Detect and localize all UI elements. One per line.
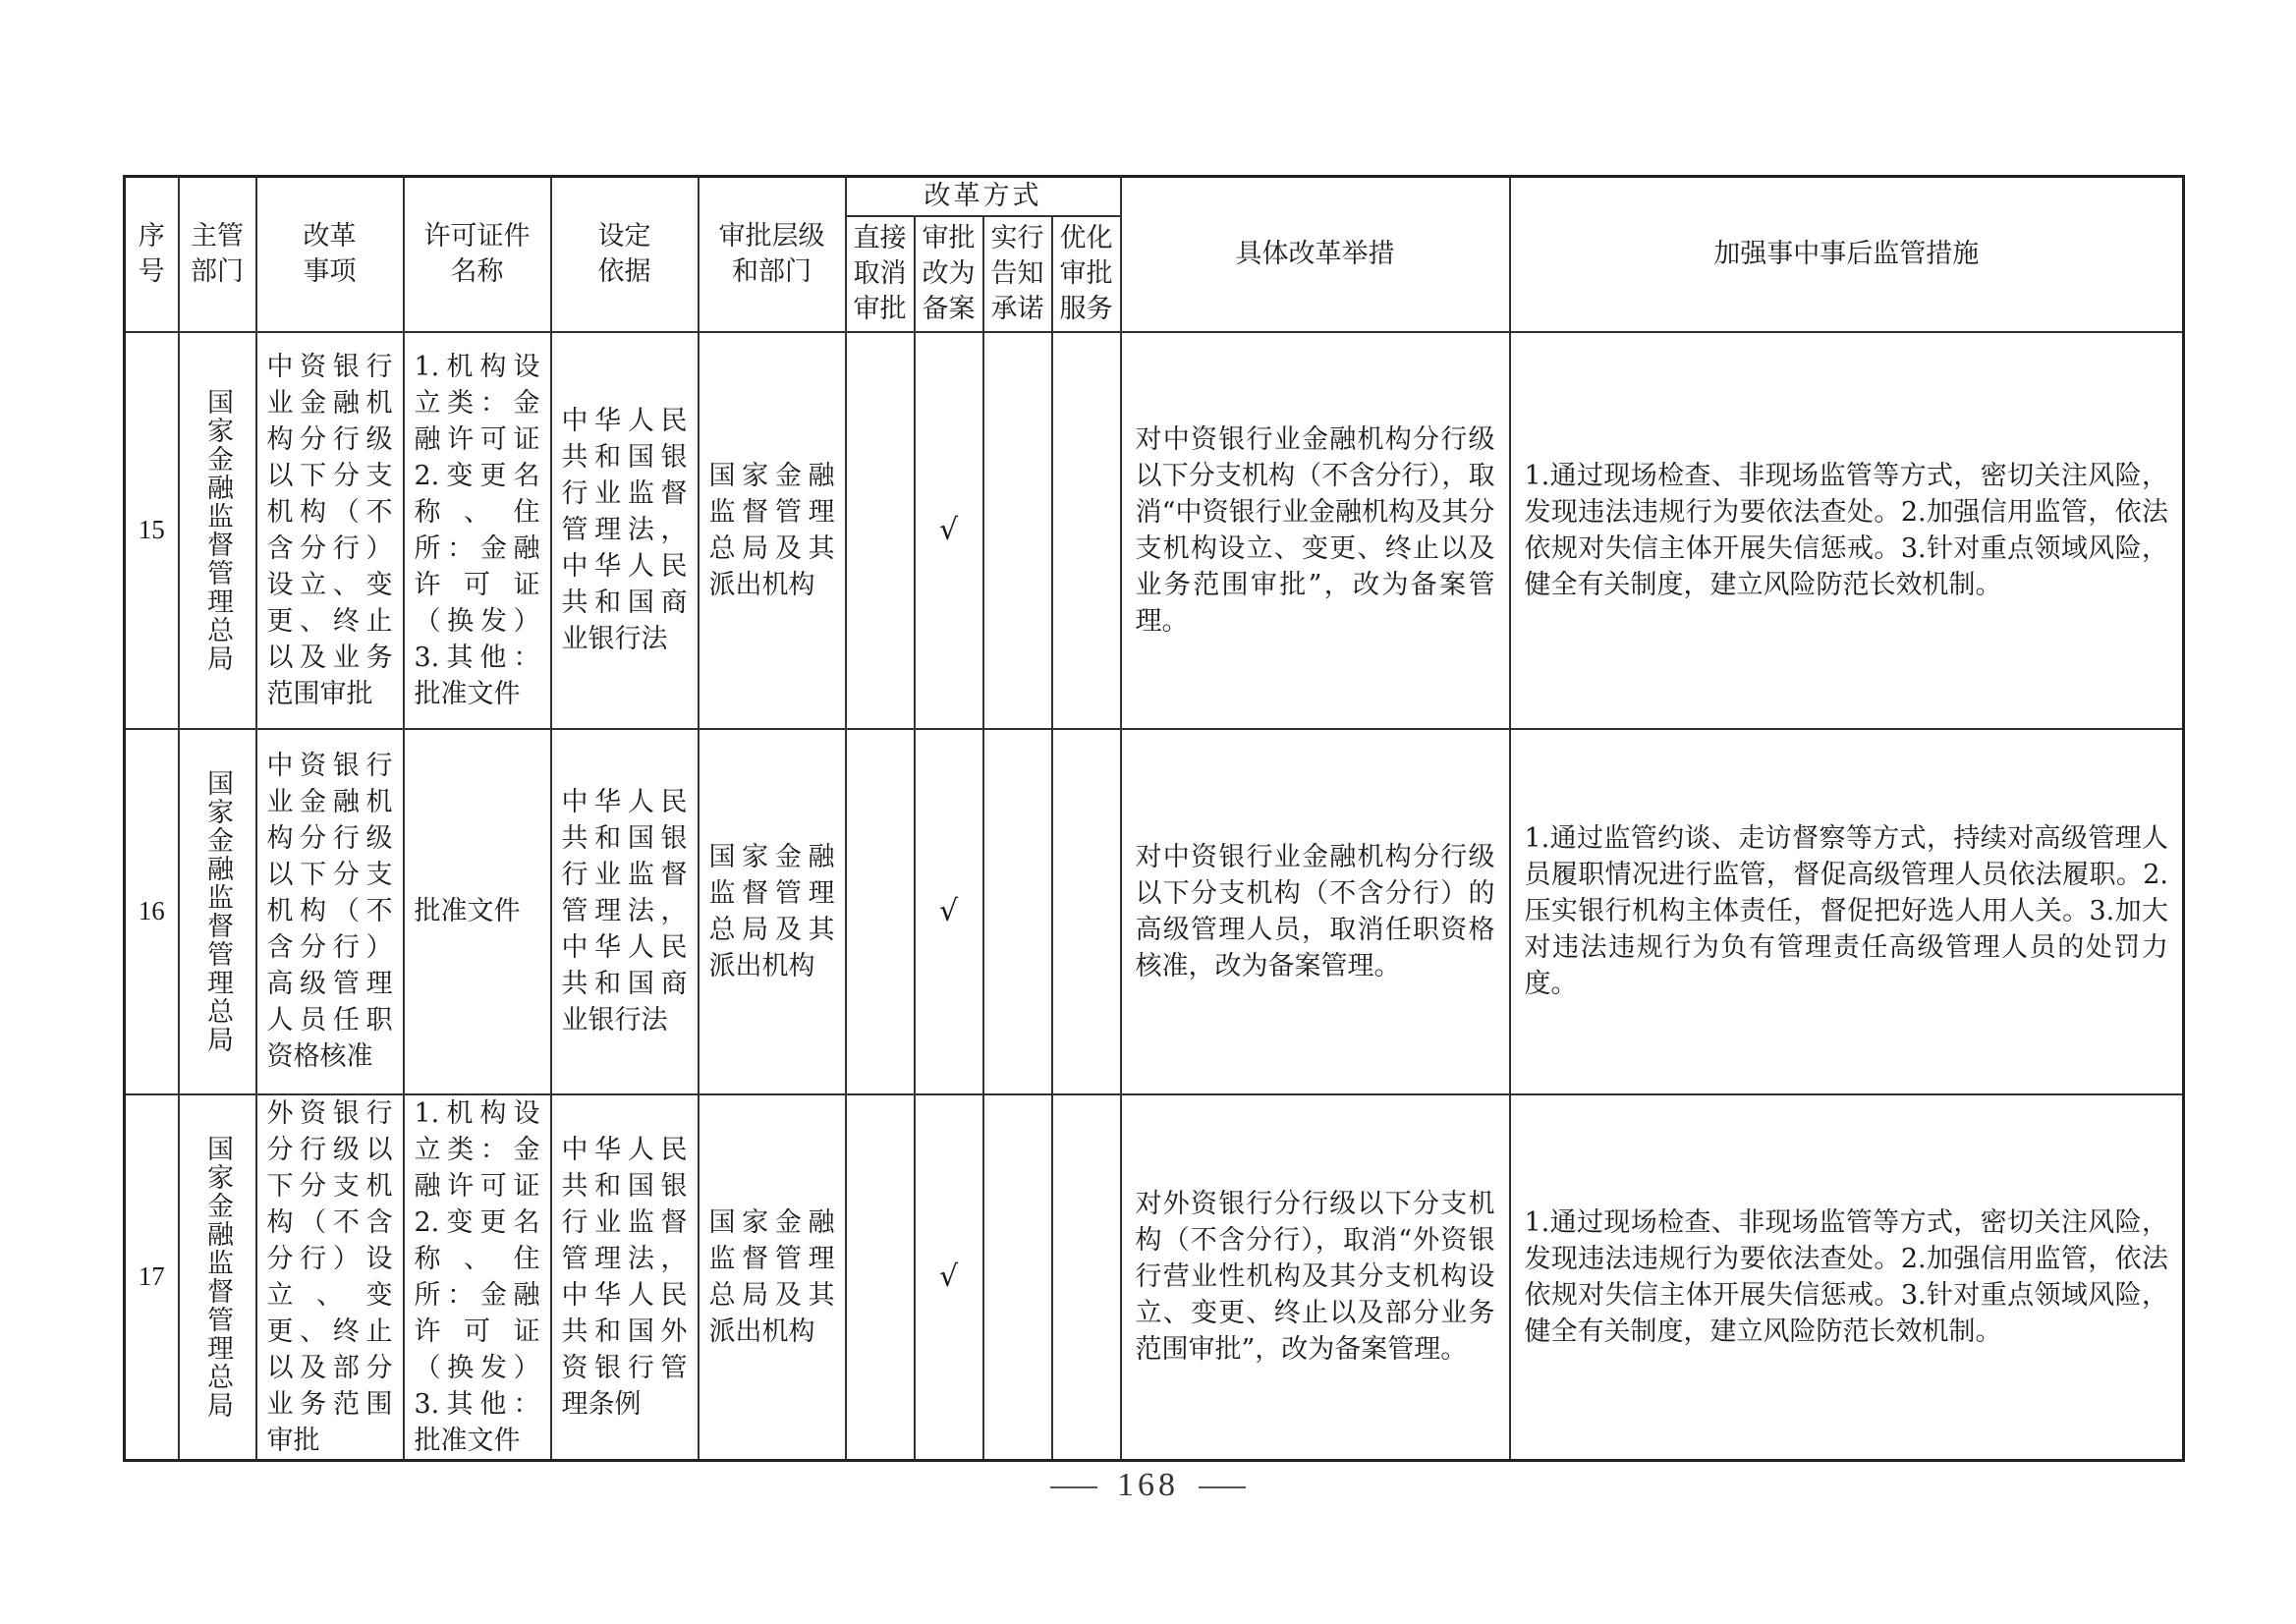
header-seq: 序号	[125, 177, 179, 332]
row-basis: 中华人民共和国银行业监督管理法，中华人民共和国外资银行管理条例	[551, 1094, 699, 1461]
page-number-right-dash	[1199, 1486, 1246, 1488]
header-methods-group: 改革方式	[846, 177, 1121, 216]
row-level: 国家金融监督管理总局及其派出机构	[699, 729, 846, 1094]
row-mark-notify	[983, 729, 1052, 1094]
row-mark-optimize	[1052, 1094, 1121, 1461]
row-item: 中资银行业金融机构分行级以下分支机构（不含分行）设立、变更、终止以及业务范围审批	[256, 332, 404, 729]
row-mark-cancel	[846, 729, 915, 1094]
header-method-cancel: 直接取消审批	[846, 216, 915, 332]
row-basis: 中华人民共和国银行业监督管理法，中华人民共和国商业银行法	[551, 332, 699, 729]
table-row	[125, 1094, 2184, 1461]
header-measures: 具体改革举措	[1121, 177, 1510, 332]
header-method-optimize: 优化审批服务	[1052, 216, 1121, 332]
row-license: 1.机构设立类：金融许可证 2.变更名称、住所：金融许可证（换发） 3.其他：批准文件	[404, 332, 551, 729]
row-mark-cancel	[846, 332, 915, 729]
row-item: 外资银行分行级以下分支机构（不含分行）设立、变更、终止以及部分业务范围审批	[256, 1094, 404, 1461]
row-mark-filing: √	[915, 332, 983, 729]
row-seq: 16	[125, 729, 179, 1094]
header-method-notify: 实行告知承诺	[983, 216, 1052, 332]
row-license: 1.机构设立类：金融许可证 2.变更名称、住所：金融许可证（换发） 3.其他：批准文件	[404, 1094, 551, 1461]
row-level: 国家金融监督管理总局及其派出机构	[699, 1094, 846, 1461]
reform-table	[123, 175, 2185, 1462]
row-supervision: 1.通过现场检查、非现场监管等方式，密切关注风险，发现违法违规行为要依法查处。2.加强信用监管，依法依规对失信主体开展失信惩戒。3.针对重点领域风险，健全有关制度，建立风险防范长效机制。	[1510, 332, 2184, 729]
table-row	[125, 332, 2184, 729]
row-seq: 17	[125, 1094, 179, 1461]
row-measures: 对中资银行业金融机构分行级以下分支机构（不含分行）的高级管理人员，取消任职资格核准，改为备案管理。	[1121, 729, 1510, 1094]
header-dept: 主管部门	[179, 177, 256, 332]
row-measures: 对外资银行分行级以下分支机构（不含分行），取消“外资银行营业性机构及其分支机构设立、变更、终止以及部分业务范围审批”，改为备案管理。	[1121, 1094, 1510, 1461]
row-mark-optimize	[1052, 729, 1121, 1094]
row-mark-filing: √	[915, 729, 983, 1094]
row-mark-notify	[983, 1094, 1052, 1461]
header-item: 改革事项	[256, 177, 404, 332]
row-dept: 国家金融监督管理总局	[179, 1094, 256, 1461]
header-level: 审批层级和部门	[699, 177, 846, 332]
row-mark-filing: √	[915, 1094, 983, 1461]
row-mark-notify	[983, 332, 1052, 729]
row-license: 批准文件	[404, 729, 551, 1094]
header-basis: 设定依据	[551, 177, 699, 332]
page-number-left-dash	[1050, 1486, 1097, 1488]
row-dept: 国家金融监督管理总局	[179, 729, 256, 1094]
row-dept: 国家金融监督管理总局	[179, 332, 256, 729]
row-mark-optimize	[1052, 332, 1121, 729]
row-basis: 中华人民共和国银行业监督管理法，中华人民共和国商业银行法	[551, 729, 699, 1094]
row-level: 国家金融监督管理总局及其派出机构	[699, 332, 846, 729]
row-measures: 对中资银行业金融机构分行级以下分支机构（不含分行），取消“中资银行业金融机构及其分支机构设立、变更、终止以及业务范围审批”，改为备案管理。	[1121, 332, 1510, 729]
row-supervision: 1.通过现场检查、非现场监管等方式，密切关注风险，发现违法违规行为要依法查处。2.加强信用监管，依法依规对失信主体开展失信惩戒。3.针对重点领域风险，健全有关制度，建立风险防范长效机制。	[1510, 1094, 2184, 1461]
row-mark-cancel	[846, 1094, 915, 1461]
row-item: 中资银行业金融机构分行级以下分支机构（不含分行）高级管理人员任职资格核准	[256, 729, 404, 1094]
page-number-value: 168	[1117, 1467, 1179, 1503]
row-seq: 15	[125, 332, 179, 729]
header-license: 许可证件名称	[404, 177, 551, 332]
header-method-filing: 审批改为备案	[915, 216, 983, 332]
row-supervision: 1.通过监管约谈、走访督察等方式，持续对高级管理人员履职情况进行监管，督促高级管理人员依法履职。2.压实银行机构主体责任，督促把好选人用人关。3.加大对违法违规行为负有管理责任高级管理人员的处罚力度。	[1510, 729, 2184, 1094]
header-supervision: 加强事中事后监管措施	[1510, 177, 2184, 332]
table-row	[125, 729, 2184, 1094]
page-number	[0, 1467, 2296, 1504]
